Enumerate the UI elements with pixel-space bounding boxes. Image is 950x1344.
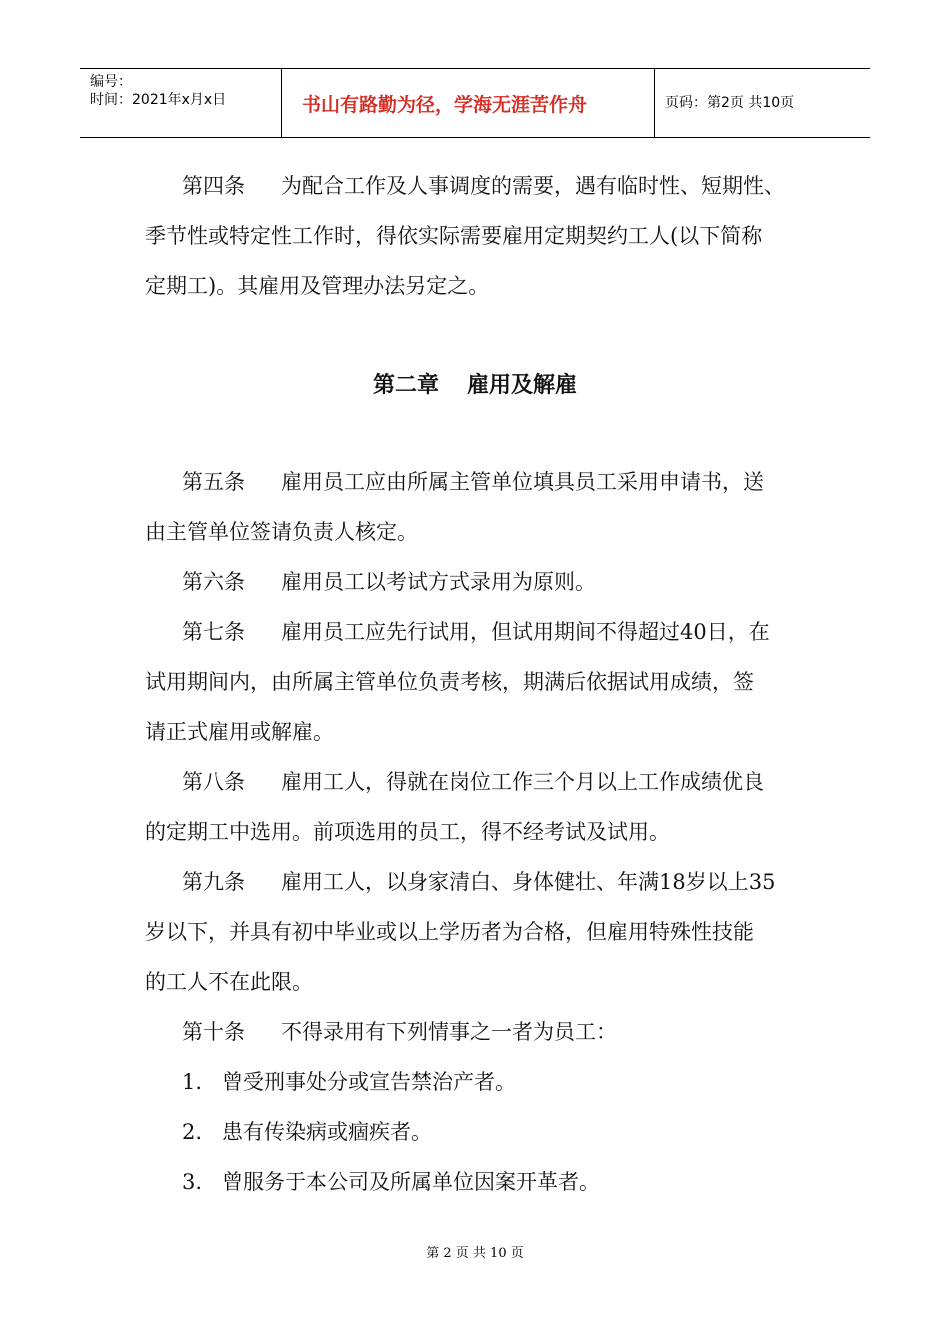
article-line: 的定期工中选用。前项选用的员工，得不经考试及试用。 [145, 820, 670, 844]
article-10 [145, 1020, 815, 1194]
article-label: 第五条 [182, 470, 245, 494]
article-7 [145, 620, 815, 744]
article-line: 定期工)。其雇用及管理办法另定之。 [145, 274, 490, 298]
page-header [80, 68, 870, 138]
article-6 [145, 570, 815, 594]
chapter-number: 第二章 [372, 373, 439, 398]
list-item-text: 患有传染病或痼疾者。 [222, 1120, 432, 1144]
article-label: 第九条 [182, 870, 245, 894]
document-date: 时间：2021年x月x日 [90, 92, 227, 108]
list-item-text: 曾受刑事处分或宣告禁治产者。 [222, 1070, 516, 1094]
document-number-label: 编号： [90, 74, 132, 90]
article-line [145, 174, 815, 198]
article-line [145, 1020, 815, 1044]
article-label: 第七条 [182, 620, 245, 644]
article-9 [145, 870, 815, 994]
article-text: 雇用员工应由所属主管单位填具员工采用申请书，送 [281, 470, 764, 494]
list-item [145, 1120, 815, 1144]
list-item-number: 1. [182, 1070, 203, 1094]
article-label: 第六条 [182, 570, 245, 594]
article-line: 试用期间内，由所属主管单位负责考核，期满后依据试用成绩，签 [145, 670, 754, 694]
article-5 [145, 470, 815, 544]
article-line: 季节性或特定性工作时，得依实际需要雇用定期契约工人(以下简称 [145, 224, 763, 248]
article-8 [145, 770, 815, 844]
article-line [145, 570, 815, 594]
article-line [145, 470, 815, 494]
article-line [145, 870, 815, 894]
article-text: 雇用工人，以身家清白、身体健壮、年满18岁以上35 [281, 870, 776, 894]
list-item [145, 1070, 815, 1094]
article-label: 第四条 [182, 174, 245, 198]
header-motto: 书山有路勤为径，学海无涯苦作舟 [302, 94, 588, 116]
article-line: 的工人不在此限。 [145, 970, 313, 994]
article-label: 第十条 [182, 1020, 245, 1044]
article-line: 请正式雇用或解雇。 [145, 720, 334, 744]
article-line [145, 620, 815, 644]
list-item [145, 1170, 815, 1194]
header-meta-cell [80, 69, 281, 137]
article-label: 第八条 [182, 770, 245, 794]
header-page-cell [655, 69, 870, 137]
header-page-info: 页码：第2页 共10页 [665, 95, 795, 111]
list-item-text: 曾服务于本公司及所属单位因案开革者。 [222, 1170, 600, 1194]
article-line [145, 770, 815, 794]
chapter-heading [0, 372, 950, 400]
article-text: 雇用员工应先行试用，但试用期间不得超过40日，在 [281, 620, 770, 644]
list-item-number: 2. [182, 1120, 203, 1144]
article-text: 为配合工作及人事调度的需要，遇有临时性、短期性、 [281, 174, 785, 198]
header-motto-cell [281, 69, 655, 137]
page-footer: 第 2 页 共 10 页 [426, 1246, 524, 1261]
article-text: 雇用员工以考试方式录用为原则。 [281, 570, 596, 594]
article-text: 雇用工人，得就在岗位工作三个月以上工作成绩优良 [281, 770, 764, 794]
article-line: 岁以下，并具有初中毕业或以上学历者为合格，但雇用特殊性技能 [145, 920, 754, 944]
list-item-number: 3. [182, 1170, 203, 1194]
article-line: 由主管单位签请负责人核定。 [145, 520, 418, 544]
article-text: 不得录用有下列情事之一者为员工： [281, 1020, 617, 1044]
article-4 [145, 174, 815, 298]
chapter-title: 雇用及解雇 [467, 373, 578, 398]
